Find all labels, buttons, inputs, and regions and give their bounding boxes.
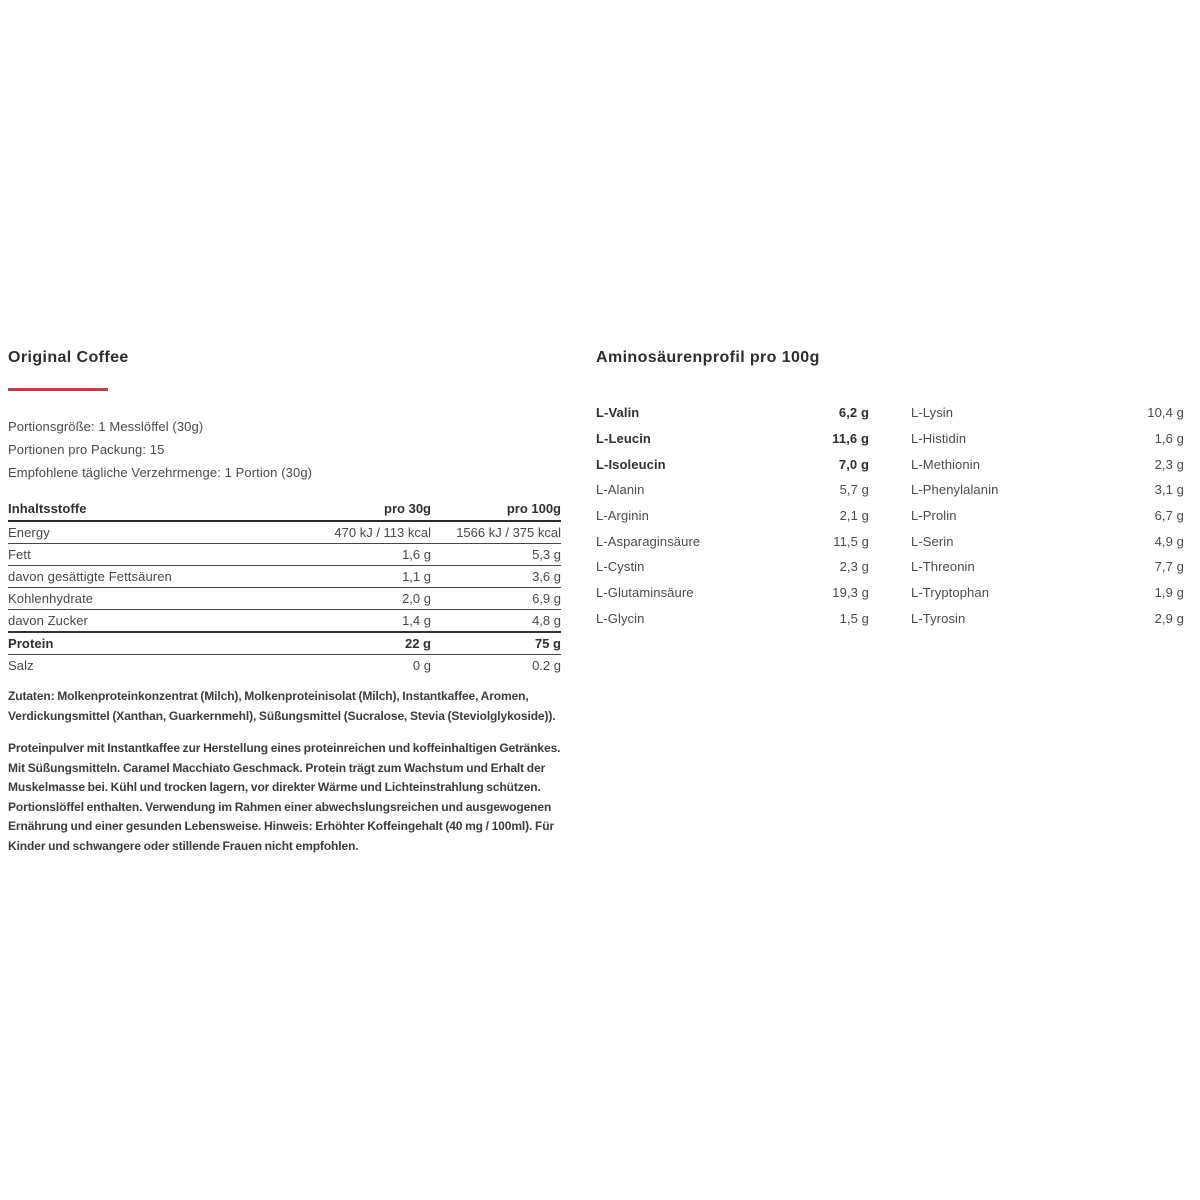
amino-name: L-Arginin bbox=[596, 508, 649, 524]
amino-profile-title: Aminosäurenprofil pro 100g bbox=[596, 349, 820, 366]
amino-name: L-Cystin bbox=[596, 559, 645, 575]
nutrient-value-per-30g: 470 kJ / 113 kcal bbox=[334, 525, 431, 540]
nutrient-value-per-100g: 3,6 g bbox=[532, 569, 561, 584]
table-row bbox=[8, 633, 561, 655]
nutrient-value-per-30g: 0 g bbox=[412, 658, 431, 673]
amino-value: 19,3 g bbox=[832, 585, 869, 601]
amino-value: 7,0 g bbox=[838, 456, 869, 472]
serving-info bbox=[8, 415, 561, 484]
amino-row bbox=[596, 528, 869, 554]
amino-name: L-Asparaginsäure bbox=[596, 533, 701, 549]
table-row bbox=[8, 544, 561, 566]
nutrient-value-per-30g: 1,4 g bbox=[402, 613, 431, 628]
amino-column-left bbox=[596, 400, 869, 631]
nutrient-label: Fett bbox=[8, 547, 31, 562]
amino-row bbox=[596, 503, 869, 529]
amino-row bbox=[596, 554, 869, 580]
nutrient-value-per-100g: 0.2 g bbox=[532, 658, 561, 673]
amino-name: L-Leucin bbox=[596, 431, 651, 447]
amino-row bbox=[911, 606, 1184, 632]
col-header-ingredients: Inhaltsstoffe bbox=[8, 501, 87, 516]
amino-row bbox=[596, 477, 869, 503]
accent-underline bbox=[8, 388, 108, 391]
table-row bbox=[8, 588, 561, 610]
amino-column-right bbox=[911, 400, 1184, 631]
amino-row bbox=[596, 451, 869, 477]
amino-value: 2,1 g bbox=[839, 508, 869, 524]
nutrient-value-per-100g: 1566 kJ / 375 kcal bbox=[456, 525, 561, 540]
product-description-text: Proteinpulver mit Instantkaffee zur Herstellung eines proteinreichen und koffeinhaltigen Getränkes. Mit Süßungsmitteln. Caramel Macchiato Geschmack. Protein trägt zum Wachstum und Erhalt der Muskelmasse bei. Kühl und trocken lagern, vor direkter Wärme und Lichteinstrahlung schützen. Portionslöffel enthalten. Verwendung im Rahmen einer abwechslungsreichen und ausgewogenen Ernährung und einer gesunden Lebensweise. Hinweis: Erhöhter Koffeingehalt (40 mg / 100ml). Für Kinder und schwangere oder stillende Frauen nicht empfohlen. bbox=[8, 741, 561, 853]
amino-name: L-Isoleucin bbox=[596, 456, 666, 472]
amino-value: 2,9 g bbox=[1154, 610, 1184, 626]
nutrient-label: davon Zucker bbox=[8, 613, 88, 628]
amino-value: 4,9 g bbox=[1154, 533, 1184, 549]
nutrient-value-per-100g: 6,9 g bbox=[532, 591, 561, 606]
nutrient-label: Energy bbox=[8, 525, 50, 540]
table-row bbox=[8, 522, 561, 544]
nutrient-value-per-30g: 1,1 g bbox=[402, 569, 431, 584]
amino-value: 6,2 g bbox=[838, 405, 869, 421]
amino-name: L-Phenylalanin bbox=[911, 482, 999, 498]
product-flavor-title: Original Coffee bbox=[8, 349, 129, 366]
nutrition-table-body bbox=[8, 522, 561, 676]
amino-value: 5,7 g bbox=[839, 482, 869, 498]
amino-name: L-Threonin bbox=[911, 559, 975, 575]
servings-per-pack-line: Portionen pro Packung: 15 bbox=[8, 442, 165, 457]
amino-row bbox=[911, 528, 1184, 554]
amino-value: 1,6 g bbox=[1154, 431, 1184, 447]
amino-value: 11,6 g bbox=[832, 431, 869, 447]
amino-value: 11,5 g bbox=[833, 533, 869, 549]
amino-value: 2,3 g bbox=[839, 559, 869, 575]
amino-row bbox=[911, 477, 1184, 503]
nutrient-label: Kohlenhydrate bbox=[8, 591, 94, 606]
amino-name: L-Glycin bbox=[596, 610, 645, 626]
nutrient-value-per-100g: 75 g bbox=[534, 636, 561, 651]
amino-row bbox=[911, 554, 1184, 580]
nutrient-value-per-100g: 5,3 g bbox=[532, 547, 561, 562]
nutrition-section bbox=[8, 348, 561, 856]
amino-value: 3,1 g bbox=[1154, 482, 1184, 498]
serving-size-line: Portionsgröße: 1 Messlöffel (30g) bbox=[8, 419, 204, 434]
amino-row bbox=[911, 426, 1184, 452]
amino-name: L-Tryptophan bbox=[911, 585, 990, 601]
amino-value: 1,9 g bbox=[1154, 585, 1184, 601]
amino-row bbox=[911, 400, 1184, 426]
nutrient-value-per-30g: 22 g bbox=[404, 636, 431, 651]
nutrient-value-per-30g: 2,0 g bbox=[402, 591, 431, 606]
nutrient-label: davon gesättigte Fettsäuren bbox=[8, 569, 172, 584]
amino-name: L-Valin bbox=[596, 405, 640, 421]
amino-row bbox=[911, 580, 1184, 606]
amino-name: L-Histidin bbox=[911, 431, 967, 447]
amino-name: L-Methionin bbox=[911, 456, 981, 472]
amino-row bbox=[596, 606, 869, 632]
amino-value: 7,7 g bbox=[1154, 559, 1184, 575]
amino-name: L-Tyrosin bbox=[911, 610, 966, 626]
amino-acid-table bbox=[596, 400, 1184, 631]
amino-value: 2,3 g bbox=[1154, 456, 1184, 472]
recommended-daily-line: Empfohlene tägliche Verzehrmenge: 1 Portion (30g) bbox=[8, 465, 313, 480]
amino-value: 10,4 g bbox=[1147, 405, 1184, 421]
nutrition-table bbox=[8, 497, 561, 676]
amino-profile-section bbox=[596, 348, 1184, 631]
amino-name: L-Glutaminsäure bbox=[596, 585, 694, 601]
nutrition-table-header bbox=[8, 497, 561, 522]
table-row bbox=[8, 655, 561, 676]
amino-name: L-Serin bbox=[911, 533, 954, 549]
ingredients-text: Zutaten: Molkenproteinkonzentrat (Milch), Molkenproteinisolat (Milch), Instantkaffee, Aromen, Verdickungsmittel (Xanthan, Guarkernmehl), Süßungsmittel (Sucralose, Stevia (Steviolglykoside)). bbox=[8, 689, 556, 723]
amino-row bbox=[596, 426, 869, 452]
nutrient-label: Protein bbox=[8, 636, 54, 651]
amino-row bbox=[911, 451, 1184, 477]
amino-name: L-Lysin bbox=[911, 405, 954, 421]
nutrient-label: Salz bbox=[8, 658, 34, 673]
amino-name: L-Prolin bbox=[911, 508, 957, 524]
amino-value: 6,7 g bbox=[1154, 508, 1184, 524]
table-row bbox=[8, 566, 561, 588]
nutrient-value-per-30g: 1,6 g bbox=[402, 547, 431, 562]
amino-name: L-Alanin bbox=[596, 482, 645, 498]
col-header-per-100g: pro 100g bbox=[506, 501, 561, 516]
table-row bbox=[8, 610, 561, 633]
amino-row bbox=[596, 400, 869, 426]
amino-row bbox=[911, 503, 1184, 529]
amino-value: 1,5 g bbox=[839, 610, 869, 626]
amino-row bbox=[596, 580, 869, 606]
nutrient-value-per-100g: 4,8 g bbox=[532, 613, 561, 628]
col-header-per-30g: pro 30g bbox=[384, 501, 431, 516]
